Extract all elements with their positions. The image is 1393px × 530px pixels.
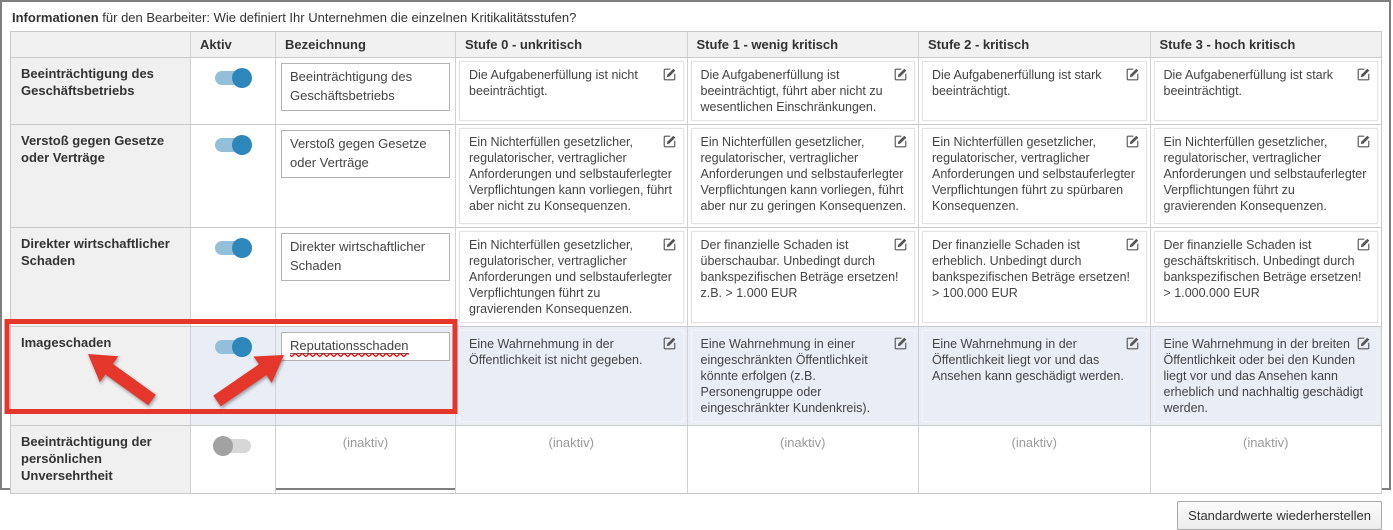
toggle-knob: [232, 337, 252, 357]
edit-icon[interactable]: [663, 238, 676, 251]
footer-bar: [10, 501, 1382, 530]
stufe1-description: [691, 128, 916, 224]
info-label-bold: Informationen: [12, 10, 99, 25]
inactive-label: (inaktiv): [1151, 426, 1382, 493]
stufe2-description: [922, 61, 1147, 121]
inactive-label: (inaktiv): [276, 426, 455, 450]
stufe-text: Eine Wahrnehmung in der Öffentlichkeit liegt vor und das Ansehen kann geschädigt werden.: [932, 337, 1124, 383]
toggle-knob: [213, 436, 233, 456]
stufe2-description: [922, 231, 1147, 323]
edit-icon[interactable]: [1357, 135, 1370, 148]
restore-defaults-button[interactable]: Standardwerte wiederherstellen: [1177, 501, 1382, 530]
table-row: [11, 228, 1381, 327]
stufe-text: Ein Nichterfüllen gesetzlicher, regulatorischer, vertraglicher Anforderungen und selbstauferlegter Verpflichtungen führt zu spürbaren Konsequenzen.: [932, 135, 1135, 213]
stufe3-description: [1154, 231, 1379, 323]
spellchecked-text: Reputationsschaden: [290, 338, 409, 354]
stufe-text: Die Aufgabenerfüllung ist stark beeinträchtigt.: [932, 68, 1102, 98]
inactive-label: (inaktiv): [456, 426, 687, 493]
bezeichnung-input[interactable]: Beeinträchtigung des Geschäftsbetriebs: [281, 63, 450, 111]
stufe-text: Eine Wahrnehmung in der breiten Öffentlichkeit oder bei den Kunden liegt vor und das Ansehen kann erheblich und nachhaltig geschädigt werden.: [1163, 337, 1363, 415]
row-label-gesetze: Verstoß gegen Gesetze oder Verträge: [11, 125, 191, 227]
stufe-text: Die Aufgabenerfüllung ist nicht beeinträchtigt.: [469, 68, 638, 98]
stufe3-description: [1154, 61, 1379, 121]
header-bezeichnung: Bezeichnung: [276, 32, 456, 57]
active-toggle[interactable]: [213, 135, 253, 155]
header-aktiv: Aktiv: [191, 32, 276, 57]
stufe0-description: [459, 330, 684, 422]
stufe0-description: [459, 231, 684, 323]
table-header-row: [11, 32, 1381, 58]
active-toggle[interactable]: [213, 238, 253, 258]
edit-icon[interactable]: [1357, 68, 1370, 81]
edit-icon[interactable]: [1357, 337, 1370, 350]
edit-icon[interactable]: [1126, 135, 1139, 148]
criticality-table: [10, 31, 1382, 494]
table-row: [11, 125, 1381, 228]
stufe-text: Der finanzielle Schaden ist geschäftskritisch. Unbedingt durch bankspezifischen Beträge ersetzen! > 1.000.000 EUR: [1163, 238, 1362, 300]
table-row-imageschaden: [11, 327, 1381, 426]
stufe-text: Die Aufgabenerfüllung ist beeinträchtigt, führt aber nicht zu wesentlichen Einschränkungen.: [700, 68, 883, 114]
info-line: [12, 10, 1381, 25]
header-empty: [11, 32, 191, 57]
table-row-unversehrtheit: [11, 426, 1381, 494]
edit-icon[interactable]: [1126, 337, 1139, 350]
edit-icon[interactable]: [663, 68, 676, 81]
stufe-text: Eine Wahrnehmung in der Öffentlichkeit ist nicht gegeben.: [469, 337, 643, 368]
bezeichnung-input[interactable]: Verstoß gegen Gesetze oder Verträge: [281, 130, 450, 178]
stufe-text: Ein Nichterfüllen gesetzlicher, regulatorischer, vertraglicher Anforderungen und selbstauferlegter Verpflichtungen führt zu gravierenden Konsequenzen.: [1163, 135, 1367, 213]
stufe3-description: [1154, 330, 1379, 422]
edit-icon[interactable]: [1126, 68, 1139, 81]
row-label-imageschaden: Imageschaden: [11, 327, 191, 425]
bezeichnung-input-reputationsschaden[interactable]: [281, 332, 450, 361]
stufe0-description: [459, 128, 684, 224]
edit-icon[interactable]: [663, 135, 676, 148]
row-label-wirtschaftlicher-schaden: Direkter wirtschaftlicher Schaden: [11, 228, 191, 326]
edit-icon[interactable]: [894, 135, 907, 148]
row-label-geschaeftsbetrieb: Beeinträchtigung des Geschäftsbetriebs: [11, 58, 191, 124]
stufe0-description: [459, 61, 684, 121]
stufe3-description: [1154, 128, 1379, 224]
table-row: [11, 58, 1381, 125]
header-stufe0: Stufe 0 - unkritisch: [456, 32, 688, 57]
stufe-text: Ein Nichterfüllen gesetzlicher, regulatorischer, vertraglicher Anforderungen und selbstauferlegter Verpflichtungen führt zu gravierenden Konsequenzen.: [469, 238, 672, 316]
toggle-knob: [232, 68, 252, 88]
active-toggle[interactable]: [213, 68, 253, 88]
header-stufe2: Stufe 2 - kritisch: [919, 32, 1151, 57]
toggle-knob: [232, 135, 252, 155]
stufe2-description: [922, 330, 1147, 422]
info-text: für den Bearbeiter: Wie definiert Ihr Unternehmen die einzelnen Kritikalitätsstufen?: [98, 10, 577, 25]
stufe-text: Ein Nichterfüllen gesetzlicher, regulatorischer, vertraglicher Anforderungen und selbstauferlegter Verpflichtungen kann vorliegen, führt aber nicht zu Konsequenzen.: [469, 135, 672, 213]
bezeichnung-input[interactable]: Direkter wirtschaftlicher Schaden: [281, 233, 450, 281]
stufe-text: Der finanzielle Schaden ist erheblich. Unbedingt durch bankspezifischen Beträge ersetzen! > 100.000 EUR: [932, 238, 1131, 300]
header-stufe1: Stufe 1 - wenig kritisch: [688, 32, 920, 57]
inactive-label: (inaktiv): [919, 426, 1150, 493]
edit-icon[interactable]: [1357, 238, 1370, 251]
stufe1-description: [691, 61, 916, 121]
edit-icon[interactable]: [1126, 238, 1139, 251]
header-stufe3: Stufe 3 - hoch kritisch: [1151, 32, 1382, 57]
stufe-text: Die Aufgabenerfüllung ist stark beeinträchtigt.: [1163, 68, 1334, 98]
edit-icon[interactable]: [894, 337, 907, 350]
stufe2-description: [922, 128, 1147, 224]
inactive-label: (inaktiv): [688, 426, 919, 493]
stufe1-description: [691, 231, 916, 323]
active-toggle[interactable]: [213, 337, 253, 357]
stufe-text: Der finanzielle Schaden ist überschaubar. Unbedingt durch bankspezifischen Beträge ersetzen! z.B. > 1.000 EUR: [700, 238, 899, 300]
row-label-unversehrtheit: Beeinträchtigung der persönlichen Unversehrtheit: [11, 426, 191, 493]
stufe-text: Eine Wahrnehmung in einer eingeschränkten Öffentlichkeit könnte erfolgen (z.B. Personengruppe oder eingeschränkter Kundenkreis).: [700, 337, 871, 415]
active-toggle[interactable]: [213, 436, 253, 456]
edit-icon[interactable]: [663, 337, 676, 350]
stufe-text: Ein Nichterfüllen gesetzlicher, regulatorischer, vertraglicher Anforderungen und selbstauferlegter Verpflichtungen kann vorliegen, führt aber nur zu geringen Konsequenzen.: [700, 135, 907, 213]
edit-icon[interactable]: [894, 68, 907, 81]
toggle-knob: [232, 238, 252, 258]
edit-icon[interactable]: [894, 238, 907, 251]
stufe1-description: [691, 330, 916, 422]
